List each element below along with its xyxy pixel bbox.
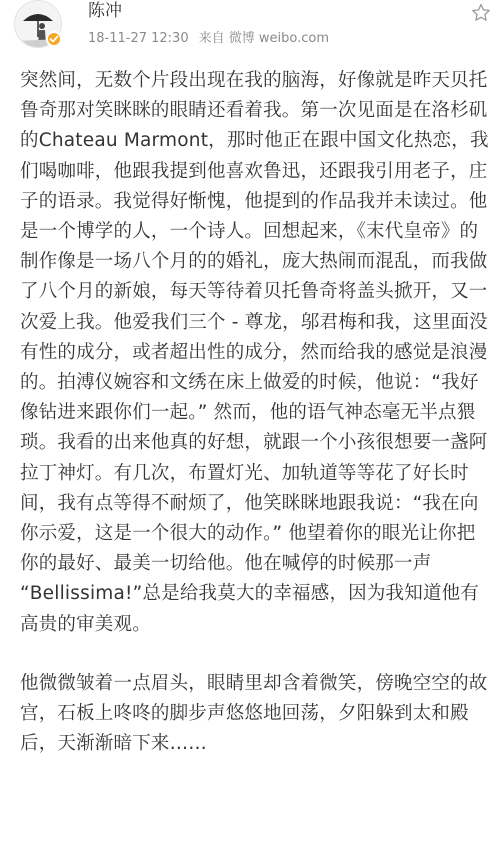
post-body	[20, 66, 490, 759]
post-source[interactable]: 来自 微博 weibo.com	[198, 31, 329, 46]
post-meta	[88, 30, 339, 48]
post-paragraph: 他微微皱着一点眉头，眼睛里却含着微笑，傍晚空空的故宫，石板上咚咚的脚步声悠悠地回荡，夕阳躲到太和殿后，天渐渐暗下来……	[20, 672, 488, 755]
post-header	[0, 0, 500, 60]
timestamp: 18-11-27 12:30	[88, 31, 189, 46]
username[interactable]: 陈冲	[88, 1, 122, 21]
verified-badge-icon	[46, 31, 62, 47]
star-icon[interactable]	[470, 2, 492, 24]
post-paragraph: 突然间，无数个片段出现在我的脑海，好像就是昨天贝托鲁奇那对笑眯眯的眼睛还看着我。第一次见面是在洛杉矶的Chateau Marmont，那时他正在跟中国文化热恋，我们喝咖啡，他跟我提到他喜欢鲁迅，还跟我引用老子，庄子的语录。我觉得好惭愧，他提到的作品我并未读过。他是一个博学的人，一个诗人。回想起来，《末代皇帝》的制作像是一场八个月的的婚礼，庞大热闹而混乱，而我做了八个月的新娘，每天等待着贝托鲁奇将盖头掀开，又一次爱上我。他爱我们三个 - 尊龙，邬君梅和我，这里面没有性的成分，或者超出性的成分，然而给我的感觉是浪漫的。拍溥仪婉容和文绣在床上做爱的时候，他说：“我好像钻进来跟你们一起。” 然而，他的语气神态毫无半点猥琐。我看的出来他真的好想，就跟一个小孩很想要一盏阿拉丁神灯。有几次，布置灯光、加轨道等等花了好长时间，我有点等得不耐烦了，他笑眯眯地跟我说：“我在向你示爱，这是一个很大的动作。” 他望着你的眼光让你把你的最好、最美一切给他。他在喊停的时候那一声 “Bellissima!”总是给我莫大的幸福感，因为我知道他有高贵的审美观。	[20, 70, 489, 635]
